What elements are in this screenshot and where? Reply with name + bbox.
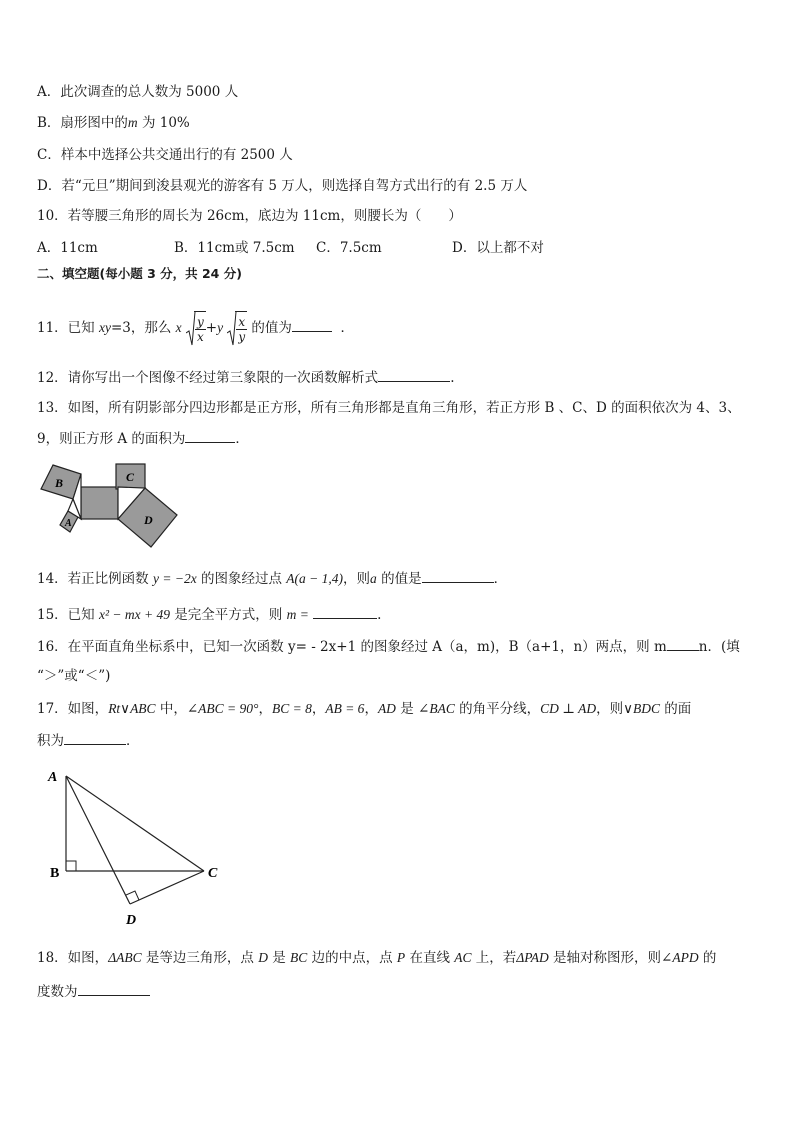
label-c: C <box>126 470 135 484</box>
label-a: A <box>65 518 72 529</box>
q17-tri: Rt∨ABC <box>108 701 156 716</box>
q17-mid2: 的角平分线， <box>454 701 541 717</box>
q10-stem: 10．若等腰三角形的周长为 26cm，底边为 11cm，则腰长为（ ） <box>37 208 462 224</box>
q15-var: m = <box>286 607 309 622</box>
q15-expr: x² − mx + 49 <box>98 607 170 622</box>
q17-answer-blank[interactable] <box>64 730 126 745</box>
segment-ac <box>66 776 204 871</box>
q11-prefix: 11．已知 <box>37 320 99 336</box>
right-angle-b <box>66 861 76 871</box>
q11-x: x <box>175 320 182 335</box>
q18-t7: 的 <box>698 950 717 966</box>
q18-bc: BC <box>290 950 308 965</box>
q18-line1 <box>37 948 716 968</box>
q9-option-b-prefix: B．扇形图中的 <box>37 115 128 131</box>
q9-option-b-suffix: 为 10% <box>137 115 190 131</box>
q18-p: P <box>396 950 406 965</box>
q18-t5: 上，若 <box>471 950 517 966</box>
q13-end: ． <box>235 431 249 447</box>
q14-suffix: 的值是 <box>376 571 422 587</box>
q18-answer-blank[interactable] <box>78 981 150 996</box>
q17-mid: 是 <box>395 701 419 717</box>
q17-ab: AB = 6 <box>325 701 365 716</box>
q16-answer-blank[interactable] <box>667 636 699 651</box>
q17-end1: 的面 <box>659 701 692 717</box>
label-a: A <box>48 770 58 785</box>
q10-option-a: A．11cm <box>37 240 98 256</box>
q12-end: . <box>450 370 455 386</box>
q17-mid3: ，则 <box>596 701 624 717</box>
sqrt-x-over-y <box>227 311 247 347</box>
label-d: D <box>126 913 137 928</box>
q11-cond: xy <box>98 320 111 335</box>
q14 <box>37 568 507 589</box>
label-b: B <box>50 866 60 881</box>
q11-end: ． <box>340 320 355 336</box>
q12 <box>37 367 454 388</box>
q15-mid: 是完全平方式，则 <box>170 607 287 623</box>
frac1-num: y <box>196 314 204 329</box>
label-b: B <box>55 476 64 490</box>
frac2-den: y <box>238 329 246 344</box>
q12-text: 12．请你写出一个图像不经过第三象限的一次函数解析式 <box>37 370 379 386</box>
q16-line2: “＞”或“＜”) <box>37 668 111 684</box>
q12-answer-blank[interactable] <box>378 367 450 382</box>
section-title: 二、填空题(每小题 3 分，共 24 分) <box>37 266 242 281</box>
q11-answer-blank[interactable] <box>292 317 332 332</box>
q9-option-b-var: m <box>127 115 138 130</box>
q17-bac: ∠BAC <box>418 701 455 716</box>
q10-option-c: C．7.5cm <box>316 240 382 256</box>
q13-line2-text: 9，则正方形 A 的面积为 <box>37 431 186 447</box>
q14-mid: 的图象经过点 <box>196 571 287 587</box>
q18-t3: 边的中点，点 <box>307 950 397 966</box>
q18-t4: 在直线 <box>405 950 455 966</box>
q15-end: . <box>377 607 382 623</box>
q18-apd: ∠APD <box>661 950 699 965</box>
q13-line1: 13．如图，所有阴影部分四边形都是正方形，所有三角形都是直角三角形，若正方形 B 、C、D 的面积依次为 4、3、 <box>37 400 741 416</box>
q13-answer-blank[interactable] <box>185 428 235 443</box>
q14-func: y = −2x <box>152 571 197 586</box>
q16-line1-text: 16．在平面直角坐标系中，已知一次函数 y= - 2x+1 的图象经过 A（a，m)，B（a+1，n）两点，则 m <box>37 639 667 655</box>
q13-figure <box>36 460 186 555</box>
q9-option-a: A．此次调查的总人数为 5000 人 <box>37 84 239 100</box>
q16-line1-end: n．(填 <box>698 639 740 655</box>
q15-prefix: 15．已知 <box>37 607 99 623</box>
segment-ad <box>66 776 130 904</box>
q18-t1: 是等边三角形，点 <box>141 950 259 966</box>
q18-d: D <box>258 950 268 965</box>
q17-end2: ． <box>126 733 140 749</box>
q18-t6: 是轴对称图形，则 <box>548 950 662 966</box>
q15-answer-blank[interactable] <box>313 604 377 619</box>
label-c: C <box>208 866 218 881</box>
q11-plus: + <box>205 320 218 336</box>
q17-prefix: 17．如图， <box>37 701 109 717</box>
q13-line2 <box>37 428 249 449</box>
q17-angle: ∠ABC = 90° <box>186 701 259 716</box>
q17-ad: AD <box>377 701 396 716</box>
q17-perp: CD ⊥ AD <box>540 701 597 716</box>
q9-option-b <box>37 113 190 133</box>
segment-dc <box>130 871 204 904</box>
q10-option-d: D．以上都不对 <box>452 240 544 256</box>
label-d: D <box>144 513 153 527</box>
q11-suffix: 的值为 <box>247 320 292 336</box>
sqrt-y-over-x <box>186 311 206 347</box>
q17-line1: 17．如图，Rt∨ABC 中，∠ABC = 90°，BC = 8，AB = 6，AD 是 ∠BAC 的角平分线，CD ⊥ AD，则∨BDC 的面 <box>37 701 692 717</box>
q14-prefix: 14．若正比例函数 <box>37 571 153 587</box>
q18-prefix: 18．如图， <box>37 950 109 966</box>
q17-line2 <box>37 730 140 751</box>
q14-mid2: ，则 <box>343 571 371 587</box>
frac1-den: x <box>196 329 204 344</box>
q17-mid-a: 中， <box>155 701 187 717</box>
q10-option-b: B．11cm或 7.5cm <box>174 240 295 256</box>
q15 <box>37 604 381 625</box>
center-square <box>81 487 118 519</box>
q11 <box>37 310 354 350</box>
q11-cond-val: =3，那么 <box>110 320 176 336</box>
q14-point: A(a − 1,4) <box>286 571 344 586</box>
q18-line2-text: 度数为 <box>37 984 78 1000</box>
q14-answer-blank[interactable] <box>422 568 494 583</box>
q17-figure <box>40 764 240 934</box>
q18-t2: 是 <box>267 950 291 966</box>
q17-bdc: ∨BDC <box>623 701 660 716</box>
frac2-num: x <box>238 314 246 329</box>
q18-pad: ΔPAD <box>516 950 549 965</box>
q17-line2-text: 积为 <box>37 733 64 749</box>
q18-ac: AC <box>454 950 472 965</box>
q9-option-c: C．样本中选择公共交通出行的有 2500 人 <box>37 147 293 163</box>
q16-line1 <box>37 636 740 657</box>
q14-var: a <box>370 571 377 586</box>
q9-option-d: D．若“元旦”期间到浚县观光的游客有 5 万人，则选择自驾方式出行的有 2.5 万人 <box>37 178 528 194</box>
q11-y: y <box>217 320 224 335</box>
q18-line2 <box>37 981 150 1002</box>
q14-end: ． <box>493 571 508 587</box>
q17-bc: BC = 8 <box>271 701 312 716</box>
q18-tri: ΔABC <box>108 950 142 965</box>
